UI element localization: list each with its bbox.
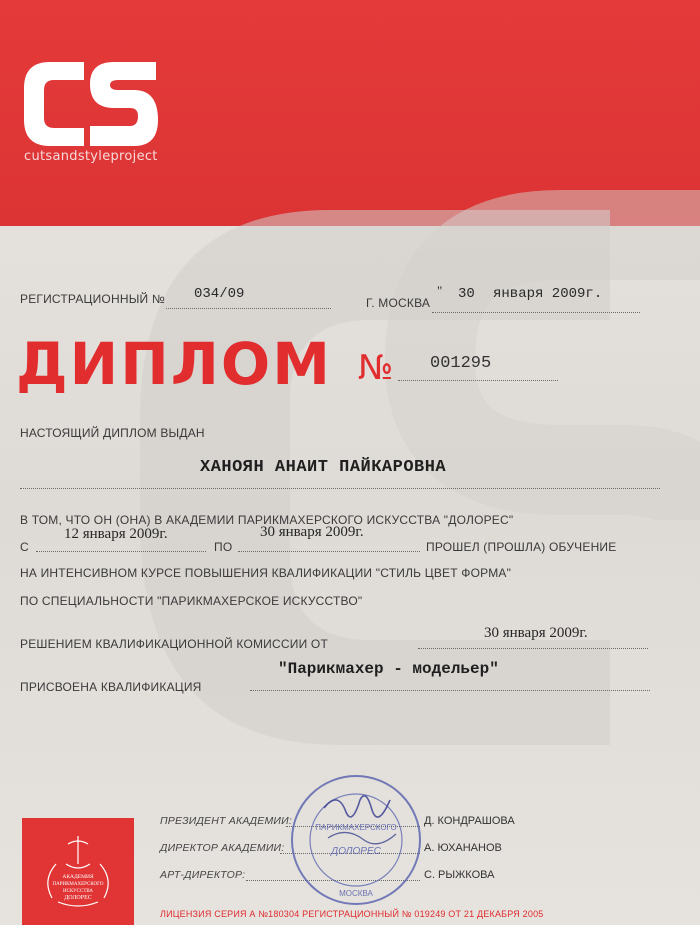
recipient-name: ХАНОЯН АНАИТ ПАЙКАРОВНА [200,458,447,477]
svg-text:ПАРИКМАХЕРСКОГО: ПАРИКМАХЕРСКОГО [315,823,397,832]
emblem-text-line-1: АКАДЕМИЯ [62,874,94,880]
academy-emblem-box [22,818,134,925]
emblem-text-line-3: ИСКУССТВА [62,889,94,894]
recipient-name-dots [20,488,660,489]
signature-name-director: А. ЮХАНАНОВ [424,842,502,854]
diploma-title: ДИПЛОМ [16,330,332,398]
from-label: С [20,540,29,554]
qualification-label: ПРИСВОЕНА КВАЛИФИКАЦИЯ [20,680,202,694]
signature-role-director: ДИРЕКТОР АКАДЕМИИ: [160,842,285,854]
academy-stamp [286,770,426,910]
brand-tagline: cutsandstyleproject [24,149,158,164]
from-date: 12 января 2009г. [64,526,168,542]
registration-number: 034/09 [194,286,245,302]
issued-to-label: НАСТОЯЩИЙ ДИПЛОМ ВЫДАН [20,426,205,440]
number-sign: № [358,348,394,388]
decision-date: 30 января 2009г. [484,625,588,641]
to-label: ПО [214,540,233,554]
svg-text:МОСКВА: МОСКВА [339,889,373,898]
decision-label: РЕШЕНИЕМ КВАЛИФИКАЦИОННОЙ КОМИССИИ ОТ [20,637,328,651]
city-label: Г. МОСКВА [366,296,431,310]
completed-label: ПРОШЕЛ (ПРОШЛА) ОБУЧЕНИЕ [426,540,617,554]
license-text: ЛИЦЕНЗИЯ СЕРИЯ А №180304 РЕГИСТРАЦИОННЫЙ № 019249 ОТ 21 ДЕКАБРЯ 2005 [160,909,544,919]
cs-logo [22,58,162,150]
from-date-dots [36,551,206,552]
body-line-4: ПО СПЕЦИАЛЬНОСТИ "ПАРИКМАХЕРСКОЕ ИСКУССТВО" [20,594,363,608]
diploma-number: 001295 [430,354,492,373]
svg-text:ДОЛОРЕС: ДОЛОРЕС [331,846,381,857]
body-line-3: НА ИНТЕНСИВНОМ КУРСЕ ПОВЫШЕНИЯ КВАЛИФИКАЦИИ "СТИЛЬ ЦВЕТ ФОРМА" [20,566,512,580]
date-quote-open: " [437,283,443,298]
date-day: 30 [458,286,475,302]
registration-label: РЕГИСТРАЦИОННЫЙ № [20,292,165,306]
qualification-value: "Парикмахер - модельер" [278,660,499,678]
body-line-1: В ТОМ, ЧТО ОН (ОНА) В АКАДЕМИИ ПАРИКМАХЕРСКОГО ИСКУССТВА "ДОЛОРЕС" [20,513,514,527]
date-month-year: января 2009г. [493,286,603,302]
qualification-dots [250,690,650,691]
to-date: 30 января 2009г. [260,524,364,540]
signature-role-president: ПРЕЗИДЕНТ АКАДЕМИИ: [160,815,292,827]
signature-role-art-director: АРТ-ДИРЕКТОР: [160,869,246,881]
emblem-text-line-2: ПАРИКМАХЕРСКОГО [52,882,104,887]
academy-emblem [22,818,134,925]
to-date-dots [238,551,420,552]
decision-dots [418,648,648,649]
date-dots [432,312,640,313]
signature-name-art-director: С. РЫЖКОВА [424,869,495,881]
registration-dots [166,308,331,309]
diploma-number-dots [398,380,558,381]
emblem-text-line-4: ДОЛОРЕС [64,895,92,901]
signature-name-president: Д. КОНДРАШОВА [424,815,515,827]
